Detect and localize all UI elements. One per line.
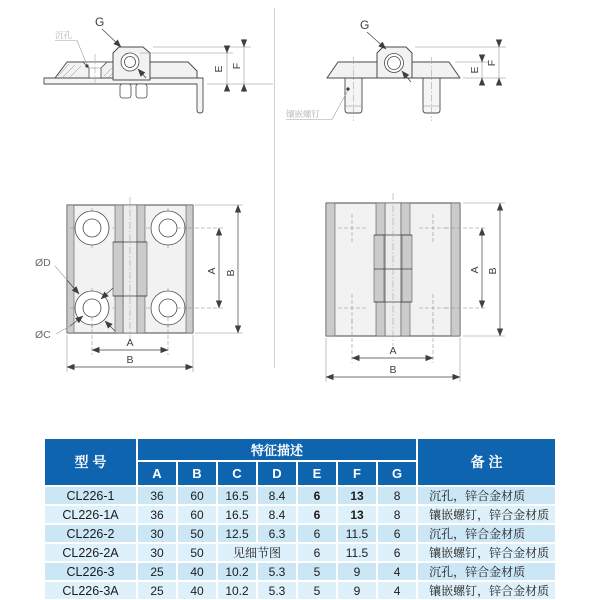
cell-F: 11.5 <box>337 543 377 562</box>
cell-G: 8 <box>377 486 417 505</box>
cell-C: 见细节图 <box>217 543 297 562</box>
table-row <box>44 543 556 562</box>
spec-table-wrap <box>43 437 557 600</box>
col-header-B: B <box>177 461 217 486</box>
c-label: ØC <box>35 329 51 341</box>
screw-label: 镶嵌螺钉 <box>286 109 321 119</box>
f-label: F <box>231 62 243 70</box>
drawing-back-view <box>305 185 520 385</box>
cell-E: 6 <box>297 505 337 524</box>
cell-A: 36 <box>137 505 177 524</box>
cell-C: 12.5 <box>217 524 257 543</box>
e-label: E <box>213 65 225 73</box>
knuckle-segment <box>113 242 123 296</box>
drawing-side-screws <box>285 5 515 145</box>
col-header-remark: 备 注 <box>417 438 556 486</box>
cell-model: CL226-1 <box>44 486 137 505</box>
table-row <box>44 486 556 505</box>
b-label: B <box>225 269 237 277</box>
countersink-label: 沉孔 <box>55 30 73 40</box>
knuckle-segment <box>137 242 147 296</box>
cell-G: 6 <box>377 543 417 562</box>
cell-G: 6 <box>377 524 417 543</box>
cell-D: 5.3 <box>257 581 297 600</box>
cell-remark: 镶嵌螺钉，锌合金材质 <box>417 543 556 562</box>
cell-C: 10.2 <box>217 562 257 581</box>
cell-A: 30 <box>137 543 177 562</box>
b-label: B <box>126 354 134 366</box>
cell-remark: 沉孔，锌合金材质 <box>417 486 556 505</box>
col-header-C: C <box>217 461 257 486</box>
a-label: A <box>389 345 397 357</box>
cell-C: 10.2 <box>217 581 257 600</box>
b-label: B <box>487 267 499 275</box>
dimension-E <box>469 55 482 85</box>
cell-model: CL226-3A <box>44 581 137 600</box>
cell-model: CL226-2 <box>44 524 137 543</box>
table-row <box>44 505 556 524</box>
cell-E: 6 <box>297 486 337 505</box>
a-label: A <box>206 267 218 275</box>
spec-table <box>43 437 557 600</box>
col-header-E: E <box>297 461 337 486</box>
knuckle-segment <box>374 235 384 302</box>
cell-C: 16.5 <box>217 505 257 524</box>
cell-E: 6 <box>297 524 337 543</box>
cell-D: 6.3 <box>257 524 297 543</box>
cell-G: 4 <box>377 581 417 600</box>
col-header-feature: 特征描述 <box>137 438 417 461</box>
cell-model: CL226-3 <box>44 562 137 581</box>
hinge-hook <box>120 84 131 98</box>
cell-B: 40 <box>177 562 217 581</box>
cell-F: 13 <box>337 505 377 524</box>
cell-A: 36 <box>137 486 177 505</box>
table-row <box>44 581 556 600</box>
cell-B: 40 <box>177 581 217 600</box>
col-header-D: D <box>257 461 297 486</box>
hinge-hook <box>136 84 147 98</box>
col-header-A: A <box>137 461 177 486</box>
b-label: B <box>389 364 397 376</box>
cell-remark: 镶嵌螺钉，锌合金材质 <box>417 581 556 600</box>
g-label: G <box>360 18 370 32</box>
cell-F: 9 <box>337 562 377 581</box>
d-label: ØD <box>35 257 51 269</box>
g-label: G <box>95 15 105 29</box>
cell-B: 60 <box>177 486 217 505</box>
cell-A: 25 <box>137 581 177 600</box>
table-row <box>44 524 556 543</box>
drawing-side-countersunk <box>25 5 275 145</box>
cell-E: 5 <box>297 562 337 581</box>
cell-remark: 镶嵌螺钉，锌合金材质 <box>417 505 556 524</box>
cell-E: 5 <box>297 581 337 600</box>
table-row <box>44 562 556 581</box>
e-label: E <box>469 66 481 74</box>
leader-dot <box>85 64 88 67</box>
col-header-F: F <box>337 461 377 486</box>
cell-B: 50 <box>177 524 217 543</box>
cell-remark: 沉孔，锌合金材质 <box>417 562 556 581</box>
cell-C: 16.5 <box>217 486 257 505</box>
a-label: A <box>126 337 134 349</box>
cell-F: 9 <box>337 581 377 600</box>
col-header-G: G <box>377 461 417 486</box>
cell-A: 30 <box>137 524 177 543</box>
leader-dot <box>346 87 349 90</box>
cell-remark: 沉孔，锌合金材质 <box>417 524 556 543</box>
cell-F: 13 <box>337 486 377 505</box>
cell-D: 5.3 <box>257 562 297 581</box>
cell-F: 11.5 <box>337 524 377 543</box>
cell-E: 6 <box>297 543 337 562</box>
cell-D: 8.4 <box>257 505 297 524</box>
cell-model: CL226-1A <box>44 505 137 524</box>
cell-model: CL226-2A <box>44 543 137 562</box>
cell-A: 25 <box>137 562 177 581</box>
drawing-front-view <box>25 185 275 385</box>
spec-table-body <box>44 486 556 600</box>
knuckle-segment <box>402 235 412 302</box>
a-label: A <box>469 266 481 274</box>
cell-G: 8 <box>377 505 417 524</box>
table-header-row <box>44 438 556 461</box>
cell-G: 4 <box>377 562 417 581</box>
cell-D: 8.4 <box>257 486 297 505</box>
cell-B: 60 <box>177 505 217 524</box>
f-label: F <box>486 59 498 67</box>
cell-B: 50 <box>177 543 217 562</box>
col-header-model: 型 号 <box>44 438 137 486</box>
